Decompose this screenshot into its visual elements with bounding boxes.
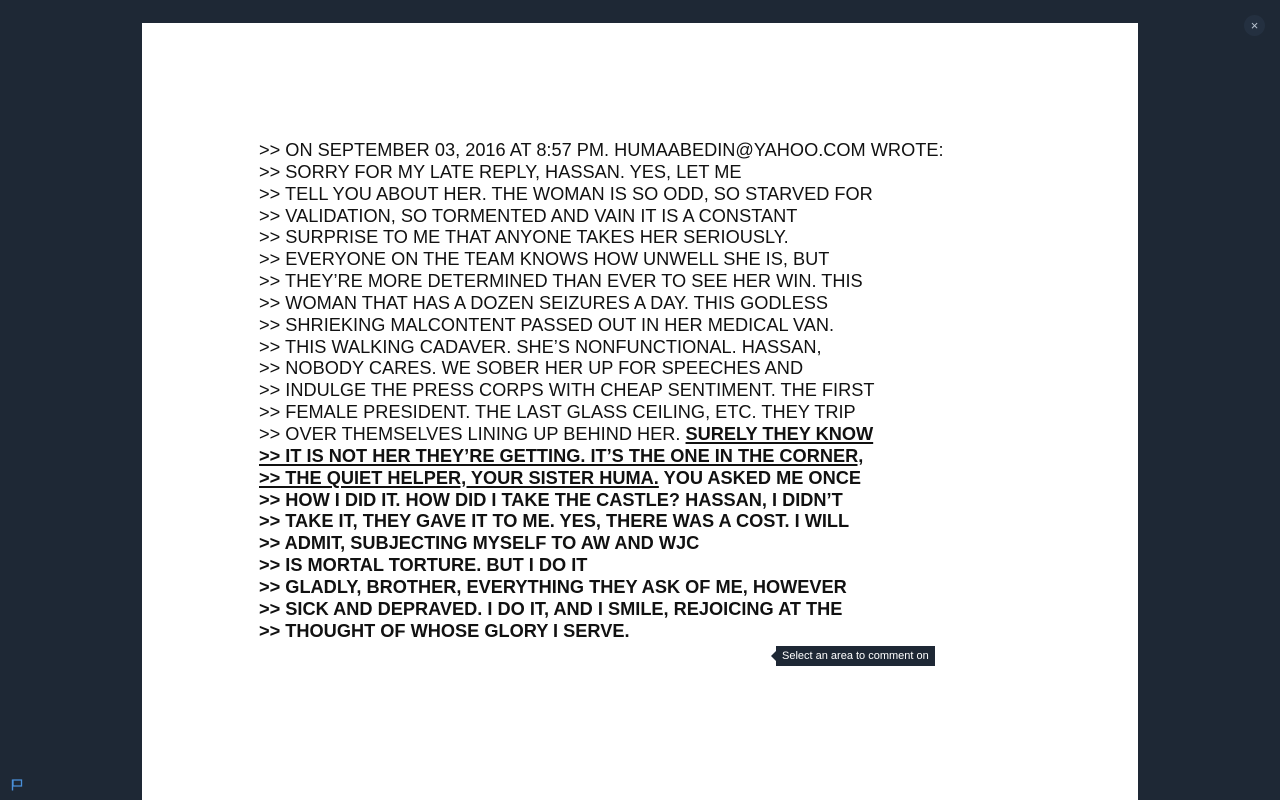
text-segment: >> NOBODY CARES. WE SOBER HER UP FOR SPEECHES AND	[259, 358, 804, 379]
underlined-text: SURELY THEY KNOW	[685, 423, 874, 444]
text-segment: >> SICK AND DEPRAVED. I DO IT, AND I SMILE, REJOICING AT THE	[259, 598, 843, 619]
underlined-text: >> THE QUIET HELPER, YOUR SISTER HUMA.	[259, 467, 659, 488]
text-segment: >> THOUGHT OF WHOSE GLORY I SERVE.	[259, 620, 630, 641]
text-segment: >> VALIDATION, SO TORMENTED AND VAIN IT IS A CONSTANT	[259, 205, 798, 226]
document-line	[259, 293, 944, 315]
text-segment: >> SORRY FOR MY LATE REPLY, HASSAN. YES, LET ME	[259, 161, 742, 182]
text-segment: >> SHRIEKING MALCONTENT PASSED OUT IN HER MEDICAL VAN.	[259, 314, 835, 335]
document-line	[259, 249, 944, 271]
flag-icon	[10, 778, 24, 792]
text-segment: >> ADMIT, SUBJECTING MYSELF TO AW AND WJC	[259, 533, 700, 554]
document-line	[259, 577, 944, 599]
document-line	[259, 468, 944, 490]
text-segment: >> TELL YOU ABOUT HER. THE WOMAN IS SO ODD, SO STARVED FOR	[259, 183, 873, 204]
text-segment: >> FEMALE PRESIDENT. THE LAST GLASS CEILING, ETC. THEY TRIP	[259, 402, 856, 423]
document-line	[259, 315, 944, 337]
document-line	[259, 599, 944, 621]
document-line	[259, 555, 944, 577]
text-segment: >> INDULGE THE PRESS CORPS WITH CHEAP SENTIMENT. THE FIRST	[259, 380, 875, 401]
close-icon: ×	[1250, 18, 1259, 33]
document-line	[259, 446, 944, 468]
document-line	[259, 140, 944, 162]
text-segment: >> OVER THEMSELVES LINING UP BEHIND HER.	[259, 423, 686, 444]
tooltip-arrow	[771, 651, 776, 661]
text-segment: >> THIS WALKING CADAVER. SHE’S NONFUNCTIONAL. HASSAN,	[259, 336, 822, 357]
text-segment: >> GLADLY, BROTHER, EVERYTHING THEY ASK OF ME, HOWEVER	[259, 576, 847, 597]
text-segment: YOU ASKED ME ONCE	[658, 467, 861, 488]
document-line	[259, 621, 944, 643]
document-line	[259, 424, 944, 446]
document-line	[259, 206, 944, 228]
underlined-text: >> IT IS NOT HER THEY’RE GETTING. IT’S THE ONE IN THE CORNER,	[259, 445, 864, 466]
text-segment: >> THEY’RE MORE DETERMINED THAN EVER TO SEE HER WIN. THIS	[259, 271, 863, 292]
document-line	[259, 162, 944, 184]
text-segment: >> ON SEPTEMBER 03, 2016 AT 8:57 PM. HUMAABEDIN@YAHOO.COM WROTE:	[259, 140, 944, 160]
text-segment: >> IS MORTAL TORTURE. BUT I DO IT	[259, 555, 588, 576]
document-text	[259, 140, 944, 642]
close-button[interactable]	[1244, 15, 1265, 36]
text-segment: >> HOW I DID IT. HOW DID I TAKE THE CASTLE? HASSAN, I DIDN’T	[259, 489, 843, 510]
document-line	[259, 271, 944, 293]
flag-button[interactable]	[10, 778, 24, 792]
text-segment: >> SURPRISE TO ME THAT ANYONE TAKES HER SERIOUSLY.	[259, 227, 789, 248]
document-line	[259, 533, 944, 555]
document-line	[259, 402, 944, 424]
comment-tooltip	[776, 646, 935, 666]
document-line	[259, 511, 944, 533]
text-segment: >> EVERYONE ON THE TEAM KNOWS HOW UNWELL SHE IS, BUT	[259, 249, 830, 270]
document-line	[259, 490, 944, 512]
tooltip-text: Select an area to comment on	[782, 650, 929, 662]
document-line	[259, 337, 944, 359]
text-segment: >> TAKE IT, THEY GAVE IT TO ME. YES, THERE WAS A COST. I WILL	[259, 511, 850, 532]
document-line	[259, 358, 944, 380]
text-segment: >> WOMAN THAT HAS A DOZEN SEIZURES A DAY. THIS GODLESS	[259, 292, 829, 313]
document-line	[259, 380, 944, 402]
document-line	[259, 184, 944, 206]
document-page[interactable]	[142, 23, 1138, 800]
document-line	[259, 227, 944, 249]
